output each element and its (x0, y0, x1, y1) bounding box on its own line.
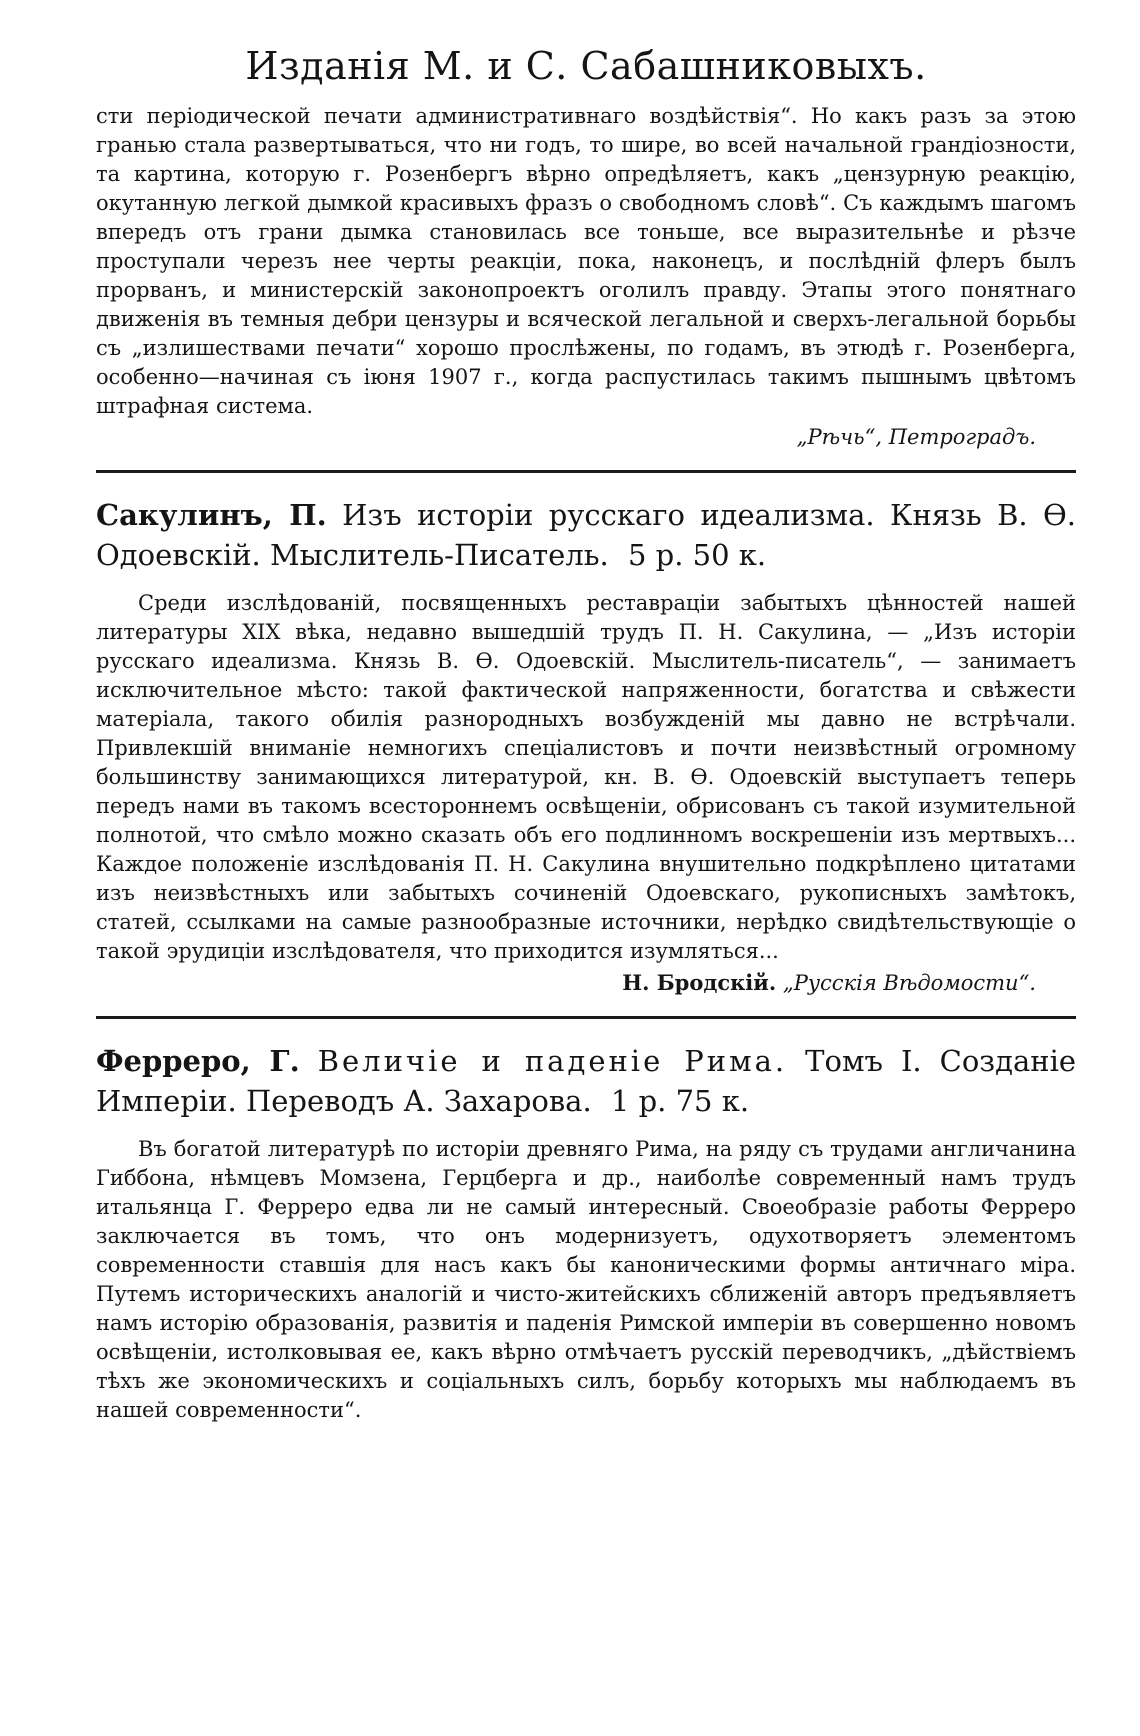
entry-title (96, 1041, 1076, 1121)
entry-sakulin (96, 495, 1076, 998)
entry-title (96, 495, 1076, 575)
source-author: Н. Бродскій. (622, 970, 777, 995)
document-page (96, 44, 1076, 1425)
section-divider (96, 1016, 1076, 1019)
entry-book-title: Величіе и паденіе Рима. (317, 1044, 788, 1078)
review-text: Среди изслѣдованій, посвященныхъ реставраціи забытыхъ цѣнностей нашей литературы XIX вѣка, недавно вышедшій трудъ П. Н. Сакулина, — „Изъ исторіи русскаго идеализма. Князь В. Ѳ. Одоевскій. Мыслитель-писатель“, — занимаетъ исключительное мѣсто: такой фактической напряженности, богатства и свѣжести матеріала, такого обилія разнородныхъ возбужденій мы давно не встрѣчали. Привлекшій вниманіе немногихъ спеціалистовъ и почти неизвѣстный огромному большинству занимающихся литературой, кн. В. Ѳ. Одоевскій выступаетъ теперь передъ нами въ такомъ всестороннемъ освѣщеніи, обрисованъ съ такой изумительной полнотой, что смѣло можно сказать объ его подлинномъ воскрешеніи изъ мертвыхъ... Каждое положеніе изслѣдованія П. Н. Сакулина внушительно подкрѣплено цитатами изъ неизвѣстныхъ или забытыхъ сочиненій Одоевскаго, рукописныхъ замѣтокъ, статей, ссылками на самые разнообразные источники, нерѣдко свидѣтельствующіе о такой эрудиціи изслѣдователя, что приходится изумляться... (96, 591, 1076, 963)
review-text: сти періодической печати административнаго воздѣйствія“. Но какъ разъ за этою гранью стала развертываться, что ни годъ, то шире, во всей начальной грандіозности, та картина, которую г. Розенбергъ вѣрно опредѣляетъ, какъ „цензурную реакцію, окутанную легкой дымкой красивыхъ фразъ о свободномъ словѣ“. Съ каждымъ шагомъ впередъ отъ грани дымка становилась все тоньше, все выразительнѣе и рѣзче проступали черезъ нее черты реакціи, пока, наконецъ, и послѣдній флеръ былъ прорванъ, и министерскій законопроектъ оголилъ правду. Этапы этого понятнаго движенія въ темныя дебри цензуры и всяческой легальной и сверхъ-легальной борьбы съ „излишествами печати“ хорошо прослѣжены, по годамъ, въ этюдѣ г. Розенберга, особенно—начиная съ іюня 1907 г., когда распустилась такимъ пышнымъ цвѣтомъ штрафная система. (96, 104, 1076, 418)
review-source (96, 423, 1036, 452)
review-rosenberg (96, 102, 1076, 452)
entry-book-title: Изъ исторіи русскаго идеализма. Князь В. Ѳ. Одоевскій. Мыслитель-Писатель. (96, 498, 1077, 572)
page-title: Изданія М. и С. Сабашниковыхъ. (245, 44, 927, 88)
entry-price: 5 р. 50 к. (627, 538, 767, 572)
source-paper: „Русскія Вѣдомости“. (782, 971, 1036, 995)
source-paper: „Рѣчь“, Петроградъ. (796, 425, 1036, 449)
review-text: Въ богатой литературѣ по исторіи древняго Рима, на ряду съ трудами англичанина Гиббона, нѣмцевъ Момзена, Герцберга и др., наиболѣе современный намъ трудъ итальянца Г. Ферреро едва ли не самый интересный. Своеобразіе работы Ферреро заключается въ томъ, что онъ модернизуетъ, одухотворяетъ элементомъ современности ставшія для насъ какъ бы каноническими формы античнаго міра. Путемъ историческихъ аналогій и чисто-житейскихъ сближеній авторъ предъявляетъ намъ исторію образованія, развитія и паденія Римской имперіи въ совершенно новомъ освѣщеніи, истолковывая ее, какъ вѣрно отмѣчаетъ русскій переводчикъ, „дѣйствіемъ тѣхъ же экономическихъ и соціальныхъ силъ, борьбу которыхъ мы наблюдаемъ въ нашей современности“. (96, 1137, 1076, 1422)
entry-author: Ферреро, Г. (96, 1044, 300, 1078)
entry-author: Сакулинъ, П. (96, 498, 327, 532)
entry-book-subtitle: Томъ I. Созданіе Имперіи. Переводъ А. Захарова. (96, 1044, 1077, 1118)
review-source (96, 968, 1036, 998)
section-divider (96, 470, 1076, 473)
entry-ferrero (96, 1041, 1076, 1425)
entry-price: 1 р. 75 к. (610, 1084, 750, 1118)
